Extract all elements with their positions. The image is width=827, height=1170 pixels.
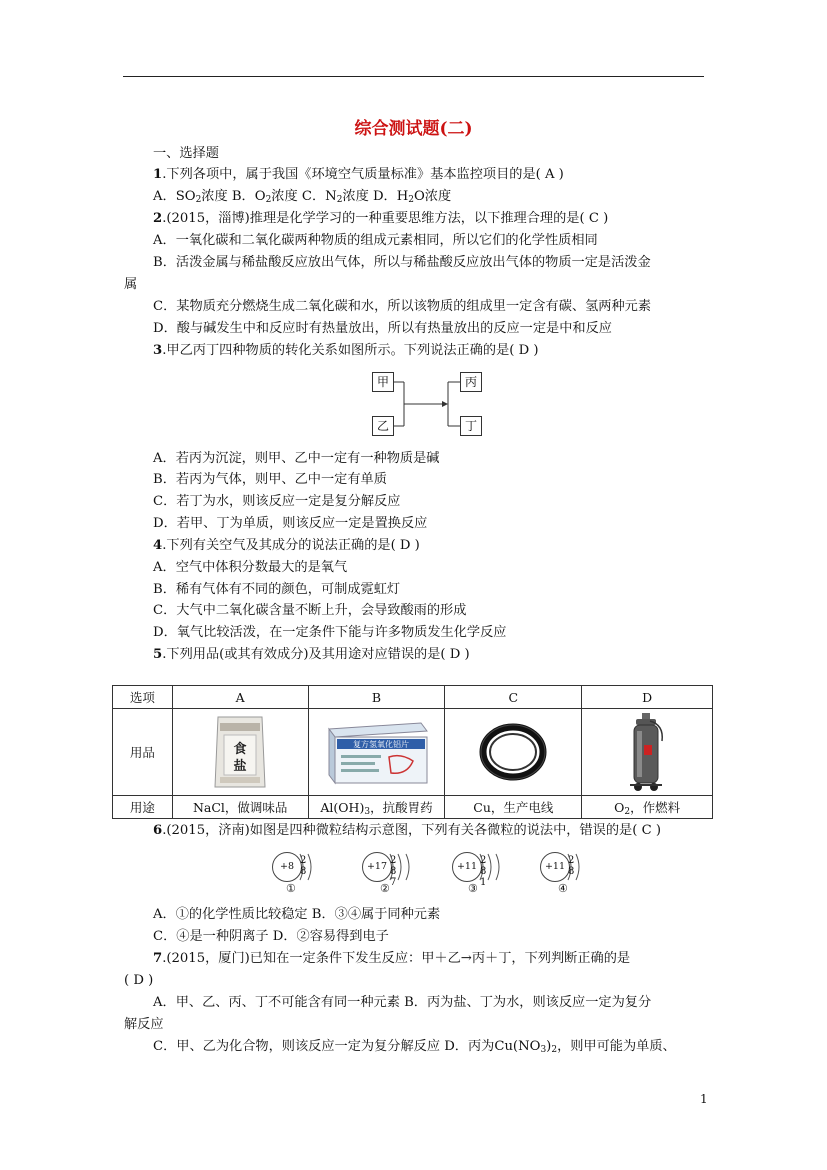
table-row — [113, 686, 713, 709]
question-4-stem: 4.下列有关空气及其成分的说法正确的是( D ) — [153, 538, 420, 553]
use-c: Cu，生产电线 — [445, 796, 582, 819]
question-2-option-b: B．活泼金属与稀盐酸反应放出气体，所以与稀盐酸反应放出气体的物质一定是活泼金 — [153, 255, 651, 270]
question-6-options-cd: C．④是一种阴离子 D．②容易得到电子 — [153, 929, 389, 944]
svg-text:食: 食 — [233, 742, 247, 757]
header-a: A — [172, 686, 308, 709]
question-3-option-d: D．若甲、丁为单质，则该反应一定是置换反应 — [153, 516, 428, 531]
use-d: $O_2$，作燃料 — [582, 796, 713, 819]
section-heading: 一、选择题 — [153, 146, 219, 161]
question-4-option-a: A．空气中体积分数最大的是氧气 — [153, 560, 348, 575]
question-5-stem: 5.下列用品(或其有效成分)及其用途对应错误的是( D ) — [153, 647, 470, 662]
svg-text:盐: 盐 — [233, 759, 247, 774]
header-d: D — [582, 686, 713, 709]
question-6-stem: 6.(2015，济南)如图是四种微粒结构示意图，下列有关各微粒的说法中，错误的是( C ) — [153, 823, 661, 838]
question-2-stem: 2.(2015，淄博)推理是化学学习的一种重要思维方法，以下推理合理的是( C ) — [153, 211, 609, 226]
question-7-options-cd: C．甲、乙为化合物，则该反应一定为复分解反应 D．丙为$Cu(NO_3)_2$，则甲可能为单质、 — [153, 1039, 676, 1055]
question-2-option-d: D．酸与碱发生中和反应时有热量放出，所以有热量放出的反应一定是中和反应 — [153, 321, 612, 336]
question-1-options: A．$SO_2$浓度 B．$O_2$浓度 C．$N_2$浓度 D．$H_2O$浓度 — [153, 189, 452, 205]
question-3-stem: 3.甲乙丙丁四种物质的转化关系如图所示。下列说法正确的是( D ) — [153, 343, 539, 358]
header-b: B — [308, 686, 445, 709]
row-label-item: 用品 — [113, 709, 173, 796]
question-7-options-ab: A．甲、乙、丙、丁不可能含有同一种元素 B．丙为盐、丁为水，则该反应一定为复分 — [153, 995, 652, 1010]
table-row — [113, 709, 713, 796]
copper-wire-image — [445, 709, 582, 796]
question-2-option-a: A．一氧化碳和二氧化碳两种物质的组成元素相同，所以它们的化学性质相同 — [153, 233, 598, 248]
oxygen-cylinder-image — [582, 709, 713, 796]
question-1-stem: 1.下列各项中，属于我国《环境空气质量标准》基本监控项目的是( A ) — [153, 167, 564, 182]
question-4-option-d: D．氧气比较活泼，在一定条件下能与许多物质发生化学反应 — [153, 625, 507, 640]
header-option: 选项 — [113, 686, 173, 709]
table-row — [113, 796, 713, 819]
question-3-option-b: B．若丙为气体，则甲、乙中一定有单质 — [153, 472, 387, 487]
medicine-box-image — [308, 709, 445, 796]
conversion-diagram — [372, 372, 482, 438]
question-7-answer: ( D ) — [124, 973, 154, 988]
use-a: NaCl，做调味品 — [172, 796, 308, 819]
header-rule — [123, 76, 704, 77]
box-ding: 丁 — [460, 416, 482, 436]
row-label-use: 用途 — [113, 796, 173, 819]
page-title: 综合测试题(二) — [354, 119, 473, 139]
question-3-option-a: A．若丙为沉淀，则甲、乙中一定有一种物质是碱 — [153, 451, 440, 466]
question-2-option-c: C．某物质充分燃烧生成二氧化碳和水，所以该物质的组成里一定含有碳、氢两种元素 — [153, 299, 652, 314]
salt-bag-image — [172, 709, 308, 796]
question-7-options-ab-cont: 解反应 — [124, 1017, 164, 1032]
question-6-options-ab: A．①的化学性质比较稳定 B．③④属于同种元素 — [153, 907, 441, 922]
page-number: 1 — [700, 1092, 708, 1106]
box-jia: 甲 — [372, 372, 394, 392]
question-3-option-c: C．若丁为水，则该反应一定是复分解反应 — [153, 494, 401, 509]
question-7-stem: 7.(2015，厦门)已知在一定条件下发生反应：甲＋乙→丙＋丁，下列判断正确的是 — [153, 951, 631, 966]
header-c: C — [445, 686, 582, 709]
options-table — [112, 685, 713, 819]
box-yi: 乙 — [372, 416, 394, 436]
question-4-option-b: B．稀有气体有不同的颜色，可制成霓虹灯 — [153, 582, 401, 597]
use-b: $Al(OH)_3$，抗酸胃药 — [308, 796, 445, 819]
question-4-option-c: C．大气中二氧化碳含量不断上升，会导致酸雨的形成 — [153, 603, 467, 618]
box-bing: 丙 — [460, 372, 482, 392]
svg-text:复方氢氧化铝片: 复方氢氧化铝片 — [352, 740, 409, 749]
question-2-option-b-cont: 属 — [124, 277, 138, 292]
